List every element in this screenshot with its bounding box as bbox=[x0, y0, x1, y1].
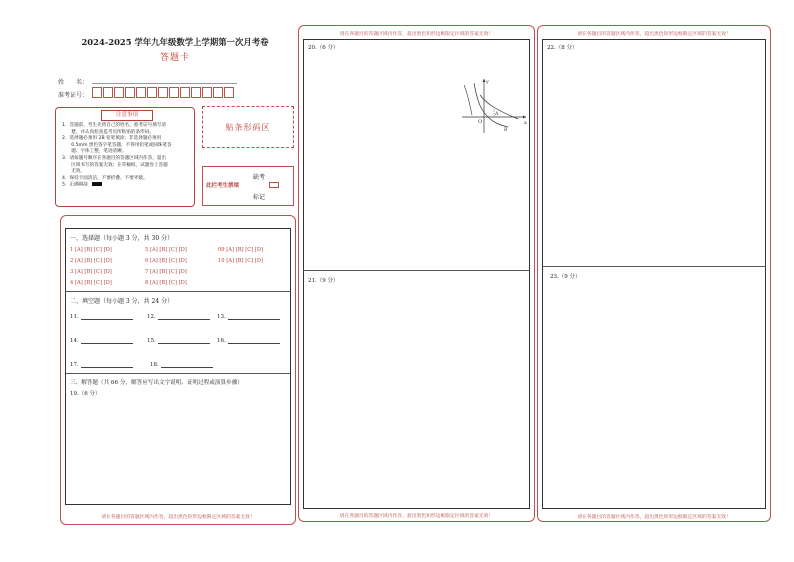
question-19-label: 19.（6 分） bbox=[70, 391, 101, 397]
choice-row[interactable]: 1 [A] [B] [C] [D] bbox=[70, 247, 112, 253]
warning-text: 请在各题目的答题区域内作答，超出黑色矩形边框限定区域的答案无效！ bbox=[339, 514, 494, 519]
section3-title: 三、解答题（共 66 分，解答应写出文字说明、证明过程或演算步骤） bbox=[70, 380, 243, 386]
absence-label-bottom: 标记 bbox=[253, 194, 266, 201]
question-23-label: 23.（9 分） bbox=[550, 274, 581, 280]
question-21-label: 21.（9 分） bbox=[308, 278, 339, 284]
filled-mark-sample bbox=[92, 182, 102, 186]
id-field-boxes[interactable] bbox=[92, 87, 235, 98]
label-b: B bbox=[504, 128, 508, 133]
choice-row[interactable]: 4 [A] [B] [C] [D] bbox=[70, 280, 112, 286]
choice-col-2 bbox=[145, 247, 187, 291]
barcode-area: 贴条形码区 bbox=[202, 106, 294, 148]
label-y: y bbox=[486, 79, 489, 85]
notes-box bbox=[55, 107, 195, 207]
choice-row[interactable]: 10 [A] [B] [C] [D] bbox=[218, 258, 264, 264]
warning-text: 请在各题目的答题区域内作答，超出黑色矩形边框限定区域的答案无效！ bbox=[339, 32, 494, 37]
blank-17[interactable]: 17. bbox=[70, 362, 133, 368]
warning-text: 请在各题目的答题区域内作答，超出黑色矩形边框限定区域的答案无效！ bbox=[577, 515, 731, 520]
blank-15[interactable]: 15. bbox=[147, 338, 210, 344]
choice-row[interactable]: 09 [A] [B] [C] [D] bbox=[218, 247, 264, 253]
warning-text: 请在各题目的答题区域内作答，超出黑色矩形边框限定区域的答案无效！ bbox=[101, 515, 255, 520]
absence-checkbox[interactable] bbox=[269, 182, 279, 188]
divider bbox=[65, 373, 291, 374]
blank-18[interactable]: 18. bbox=[150, 362, 213, 368]
choice-row[interactable]: 5 [A] [B] [C] [D] bbox=[145, 247, 187, 253]
blank-11[interactable]: 11. bbox=[70, 314, 133, 320]
divider bbox=[65, 291, 291, 292]
choice-col-3 bbox=[218, 247, 263, 269]
function-graph bbox=[460, 75, 530, 135]
question-22-label: 22.（8 分） bbox=[547, 45, 578, 51]
choice-row[interactable]: 6 [A] [B] [C] [D] bbox=[145, 258, 187, 264]
label-o: O bbox=[478, 119, 483, 125]
blank-13[interactable]: 13. bbox=[217, 314, 280, 320]
name-field[interactable] bbox=[92, 75, 237, 84]
absence-label-top: 缺考 bbox=[253, 174, 266, 181]
blank-16[interactable]: 16. bbox=[217, 338, 280, 344]
exam-title: 2024-2025 学年九年级数学上学期第一次月考卷 bbox=[81, 37, 269, 47]
curve-left bbox=[464, 85, 472, 115]
blank-12[interactable]: 12. bbox=[147, 314, 210, 320]
section1-title: 一、选择题（每小题 3 分，共 30 分） bbox=[70, 235, 174, 242]
choice-row[interactable]: 3 [A] [B] [C] [D] bbox=[70, 269, 112, 275]
label-a: A bbox=[495, 112, 499, 117]
divider bbox=[303, 270, 530, 271]
x-axis-arrow bbox=[523, 116, 526, 119]
notes-body: 1．答题前，考生先将自己的姓名，准考证号填写清 楚，并认真检查监考员所粘贴的条形码。 2．选择题必须用 2B 铅笔填涂；非选择题必须用 0.5mm 黑色签字笔答题，不得用铅笔或圆珠笔答 题；字体工整，笔迹清晰。 3．请按题号顺序在各题目的答题区域内作答，超出 区域书写的答案无效；在草稿纸，试题卷上答题 无效。 4．保持卡面清洁，不要折叠、不要弄破。 5．正确填涂 bbox=[62, 123, 172, 188]
warning-text: 请在各题目的答题区域内作答，超出黑色矩形边框限定区域的答案无效！ bbox=[577, 32, 731, 37]
name-label: 姓 名： bbox=[58, 79, 89, 86]
question-20-label: 20.（6 分） bbox=[308, 45, 339, 51]
absence-forbid-label: 此栏考生禁填 bbox=[206, 183, 240, 189]
choice-row[interactable]: 2 [A] [B] [C] [D] bbox=[70, 258, 112, 264]
notes-heading: 注意事项 bbox=[101, 110, 153, 121]
answer-sheet-label: 答题卡 bbox=[159, 53, 190, 63]
id-label: 准考证号： bbox=[58, 92, 89, 99]
choice-row[interactable]: 8 [A] [B] [C] [D] bbox=[145, 280, 187, 286]
section2-title: 二、填空题（每小题 3 分，共 24 分） bbox=[70, 298, 174, 305]
choice-col-1 bbox=[70, 247, 112, 291]
blank-14[interactable]: 14. bbox=[70, 338, 133, 344]
absence-mark-box bbox=[202, 166, 294, 206]
divider bbox=[542, 266, 766, 267]
label-x: x bbox=[524, 120, 527, 126]
choice-row[interactable]: 7 [A] [B] [C] [D] bbox=[145, 269, 187, 275]
line-curve bbox=[480, 95, 518, 119]
